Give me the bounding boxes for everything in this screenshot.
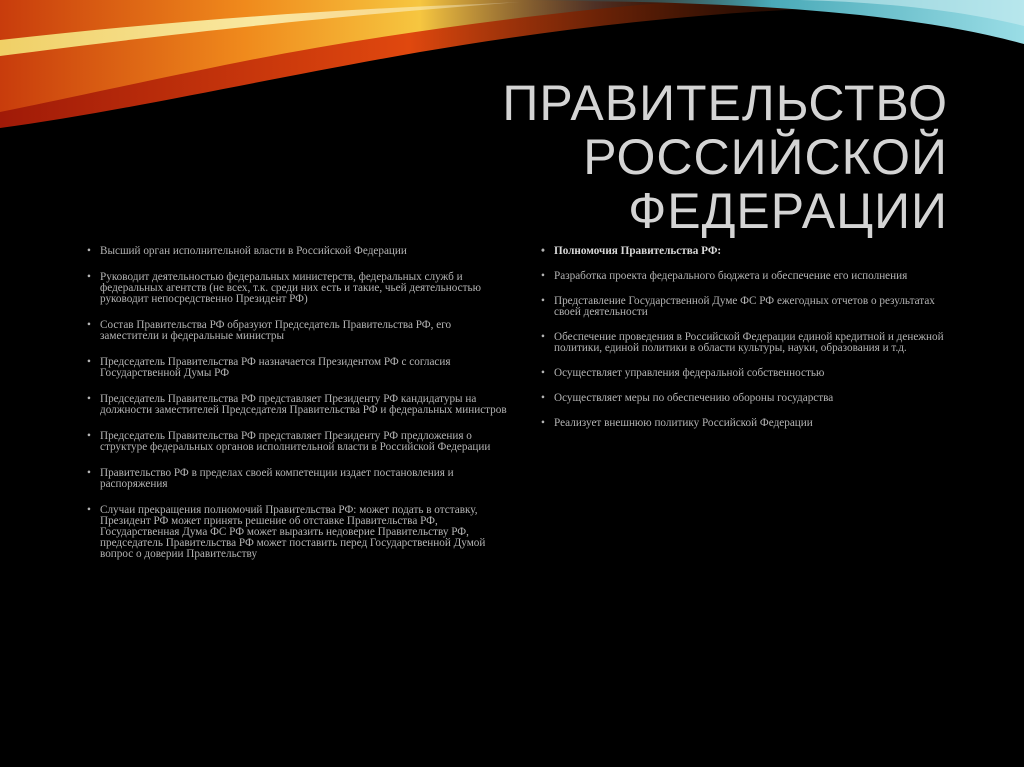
list-item-text: Руководит деятельностью федеральных министерств, федеральных служб и федеральных агентств (не всех, т.к. среди них есть и такие, чьей деятельностью руководит непосредственно Президент РФ) (100, 271, 481, 305)
list-item (87, 394, 507, 416)
list-item (87, 468, 507, 490)
list-item (541, 393, 951, 404)
bullet-icon: • (87, 504, 91, 516)
list-item-text: Состав Правительства РФ образуют Председатель Правительства РФ, его заместители и федеральные министры (100, 319, 452, 342)
bullet-icon: • (87, 467, 91, 479)
list-item-text: Случаи прекращения полномочий Правительства РФ: может подать в отставку, Президент РФ может принять решение об отставке Правительства РФ, Государственная Дума ФС РФ может выразить недоверие Правительству РФ, председатель Правительства РФ может поставить перед Государственной Думой вопрос о доверии Правительству (100, 504, 486, 560)
bullet-icon: • (541, 295, 545, 307)
list-item-text: Представление Государственной Думе ФС РФ ежегодных отчетов о результатах своей деятельности (554, 295, 935, 318)
bullet-icon: • (541, 270, 545, 282)
left-bullet-list (87, 246, 507, 575)
bullet-icon: • (87, 430, 91, 442)
list-item (87, 431, 507, 453)
list-item-text: Осуществляет управления федеральной собственностью (554, 367, 825, 379)
bullet-icon: • (541, 417, 545, 429)
list-item (541, 418, 951, 429)
title-line-2: РОССИЙСКОЙ (583, 129, 948, 185)
list-item-text: Разработка проекта федерального бюджета и обеспечение его исполнения (554, 270, 908, 282)
list-item (87, 357, 507, 379)
bullet-icon: • (541, 367, 545, 379)
bullet-icon: • (541, 331, 545, 343)
list-item-text: Председатель Правительства РФ представляет Президенту РФ предложения о структуре федеральных органов исполнительной власти в Российской Федерации (100, 430, 491, 453)
list-item (87, 320, 507, 342)
list-item-text: Правительство РФ в пределах своей компетенции издает постановления и распоряжения (100, 467, 454, 490)
bullet-icon: • (87, 271, 91, 283)
list-item-text: Обеспечение проведения в Российской Федерации единой кредитной и денежной политики, единой политики в области культуры, науки, образования и т.д. (554, 331, 944, 354)
list-heading-text: Полномочия Правительства РФ: (554, 245, 722, 257)
title-line-1: ПРАВИТЕЛЬСТВО (502, 75, 948, 131)
bullet-icon: • (87, 356, 91, 368)
list-item (87, 272, 507, 305)
list-item-text: Председатель Правительства РФ представляет Президенту РФ кандидатуры на должности заместителей Председателя Правительства РФ и федеральных министров (100, 393, 507, 416)
title-line-3: ФЕДЕРАЦИИ (628, 183, 948, 239)
right-bullet-list (541, 246, 951, 443)
bullet-icon: • (87, 393, 91, 405)
bullet-icon: • (87, 245, 91, 257)
list-item (87, 246, 507, 257)
list-item-text: Высший орган исполнительной власти в Российской Федерации (100, 245, 407, 257)
list-item (541, 368, 951, 379)
list-item (541, 271, 951, 282)
list-item (541, 296, 951, 318)
list-item (87, 505, 507, 560)
bullet-icon: • (541, 245, 545, 257)
list-item-text: Реализует внешнюю политику Российской Федерации (554, 417, 813, 429)
list-item-text: Осуществляет меры по обеспечению обороны государства (554, 392, 834, 404)
list-item (541, 332, 951, 354)
list-heading (541, 246, 951, 257)
list-item-text: Председатель Правительства РФ назначается Президентом РФ с согласия Государственной Думы РФ (100, 356, 451, 379)
slide-title (430, 76, 948, 238)
bullet-icon: • (541, 392, 545, 404)
bullet-icon: • (87, 319, 91, 331)
